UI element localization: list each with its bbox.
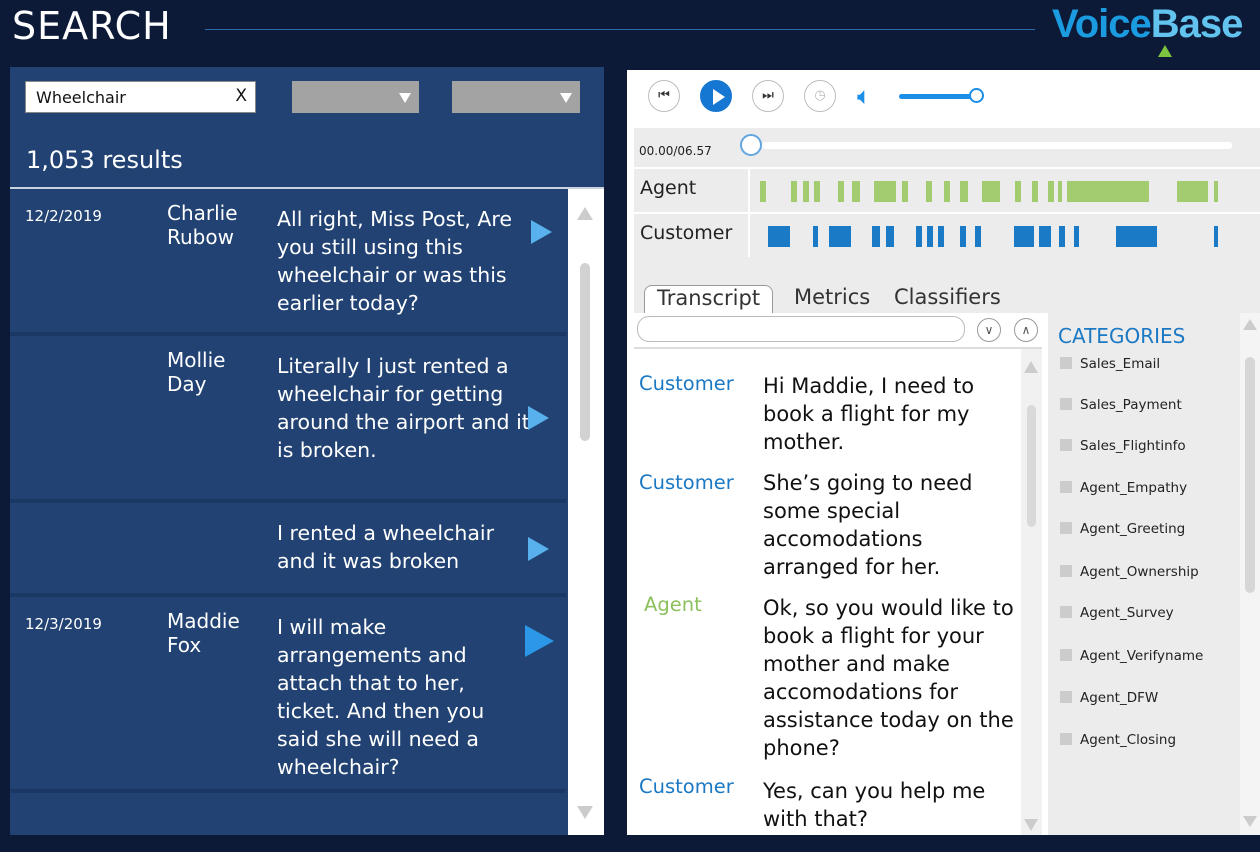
agent-segment[interactable] bbox=[1058, 181, 1062, 202]
tab-metrics[interactable]: Metrics bbox=[794, 285, 871, 309]
transcript-speaker: Customer bbox=[639, 471, 734, 494]
play-result-icon[interactable] bbox=[531, 220, 552, 244]
result-date: 12/3/2019 bbox=[25, 615, 102, 633]
transcript-speaker: Customer bbox=[639, 372, 734, 395]
voicebase-logo: VoiceBase bbox=[1052, 2, 1243, 46]
result-text: I will make arrangements and attach that to her, ticket. And then you said she will need a wheelchair? bbox=[277, 615, 485, 779]
agent-segment[interactable] bbox=[1214, 181, 1218, 202]
transcript-search-input[interactable] bbox=[637, 316, 965, 342]
category-item[interactable]: Sales_Payment bbox=[1060, 397, 1182, 413]
volume-slider[interactable] bbox=[899, 94, 979, 99]
clear-search-button[interactable]: X bbox=[235, 86, 247, 106]
agent-segment[interactable] bbox=[1177, 181, 1208, 202]
prev-match-icon[interactable]: ∧ bbox=[1014, 318, 1038, 342]
categories-pane bbox=[1048, 313, 1260, 835]
result-row[interactable] bbox=[10, 503, 566, 597]
page-title: SEARCH bbox=[12, 4, 172, 48]
agent-segment[interactable] bbox=[1067, 181, 1149, 202]
category-item[interactable]: Agent_Greeting bbox=[1060, 521, 1185, 537]
results-count: 1,053 results bbox=[26, 146, 183, 174]
customer-segment[interactable] bbox=[927, 226, 933, 247]
scroll-down-icon[interactable] bbox=[1243, 816, 1257, 827]
filter-dropdown-2[interactable] bbox=[452, 81, 580, 113]
next-match-icon[interactable]: ∨ bbox=[977, 318, 1001, 342]
result-text: I rented a wheelchair and it was broken bbox=[277, 521, 495, 573]
result-row[interactable] bbox=[10, 336, 566, 503]
dropdown-arrow-icon bbox=[560, 93, 572, 103]
clock-icon: ◷ bbox=[814, 88, 826, 103]
checkbox-icon[interactable] bbox=[1060, 398, 1072, 410]
checkbox-icon[interactable] bbox=[1060, 357, 1072, 369]
scroll-up-icon[interactable] bbox=[577, 207, 593, 220]
player-panel bbox=[627, 70, 1260, 835]
customer-segment[interactable] bbox=[886, 226, 894, 247]
agent-segment[interactable] bbox=[1032, 181, 1038, 202]
checkbox-icon[interactable] bbox=[1060, 522, 1072, 534]
tab-classifiers[interactable]: Classifiers bbox=[894, 285, 1001, 309]
play-result-icon[interactable] bbox=[528, 406, 549, 430]
search-input[interactable] bbox=[36, 82, 226, 112]
agent-segment[interactable] bbox=[926, 181, 932, 202]
agent-segment[interactable] bbox=[760, 181, 766, 202]
scroll-up-icon[interactable] bbox=[1024, 361, 1038, 373]
result-text: All right, Miss Post, Are you still using this wheelchair or was this earlier today? bbox=[277, 207, 512, 315]
agent-segment[interactable] bbox=[852, 181, 860, 202]
checkbox-icon[interactable] bbox=[1060, 606, 1072, 618]
agent-segment[interactable] bbox=[1015, 181, 1021, 202]
scroll-up-icon[interactable] bbox=[1243, 319, 1257, 330]
play-result-icon-active[interactable] bbox=[525, 625, 554, 657]
customer-track[interactable] bbox=[634, 212, 1260, 257]
scroll-thumb[interactable] bbox=[580, 263, 590, 441]
transcript-speaker: Customer bbox=[639, 775, 734, 798]
category-item[interactable]: Agent_Verifyname bbox=[1060, 648, 1203, 664]
play-button[interactable] bbox=[700, 80, 732, 112]
checkbox-icon[interactable] bbox=[1060, 565, 1072, 577]
result-row[interactable] bbox=[10, 189, 566, 336]
checkbox-icon[interactable] bbox=[1060, 439, 1072, 451]
result-date: 12/2/2019 bbox=[25, 207, 102, 225]
transcript-speaker: Agent bbox=[644, 593, 702, 616]
category-item[interactable]: Agent_Ownership bbox=[1060, 564, 1199, 580]
customer-segment[interactable] bbox=[975, 226, 981, 247]
transcript-text: Ok, so you would like to book a flight for your mother and make accomodations for assistance today on the phone? bbox=[763, 596, 1014, 760]
play-result-icon[interactable] bbox=[528, 537, 549, 561]
agent-segment[interactable] bbox=[902, 181, 908, 202]
customer-segment[interactable] bbox=[1059, 226, 1065, 247]
category-item[interactable]: Sales_Flightinfo bbox=[1060, 438, 1186, 454]
result-name: Maddie Fox bbox=[167, 609, 240, 657]
category-item[interactable]: Sales_Email bbox=[1060, 356, 1160, 372]
result-text: Literally I just rented a wheelchair for getting around the airport and it is broken. bbox=[277, 354, 530, 462]
customer-segment[interactable] bbox=[916, 226, 922, 247]
category-item[interactable]: Agent_DFW bbox=[1060, 690, 1158, 706]
customer-segment[interactable] bbox=[813, 226, 818, 247]
customer-segment[interactable] bbox=[960, 226, 966, 247]
timeline-knob[interactable] bbox=[740, 134, 762, 156]
categories-title: CATEGORIES bbox=[1058, 324, 1186, 348]
agent-segment[interactable] bbox=[838, 181, 844, 202]
play-icon bbox=[713, 89, 725, 105]
search-box[interactable] bbox=[25, 81, 256, 113]
customer-segment[interactable] bbox=[768, 226, 790, 247]
agent-segment[interactable] bbox=[944, 181, 950, 202]
customer-segment[interactable] bbox=[872, 226, 880, 247]
checkbox-icon[interactable] bbox=[1060, 649, 1072, 661]
checkbox-icon[interactable] bbox=[1060, 733, 1072, 745]
scroll-down-icon[interactable] bbox=[577, 806, 593, 819]
timeline-track[interactable] bbox=[762, 142, 1232, 149]
category-item[interactable]: Agent_Closing bbox=[1060, 732, 1176, 748]
checkbox-icon[interactable] bbox=[1060, 691, 1072, 703]
transcript-scrollbar[interactable] bbox=[1021, 349, 1042, 835]
agent-track-label: Agent bbox=[640, 177, 697, 199]
scroll-thumb[interactable] bbox=[1245, 357, 1255, 593]
categories-scrollbar[interactable] bbox=[1240, 313, 1260, 835]
agent-segment[interactable] bbox=[982, 181, 1000, 202]
player-controls bbox=[627, 70, 1260, 128]
transcript-pane bbox=[634, 313, 1042, 835]
customer-segment[interactable] bbox=[938, 226, 944, 247]
agent-segment[interactable] bbox=[791, 181, 797, 202]
volume-knob[interactable] bbox=[969, 88, 984, 103]
category-item[interactable]: Agent_Survey bbox=[1060, 605, 1174, 621]
history-button[interactable] bbox=[804, 80, 836, 112]
tab-transcript[interactable]: Transcript bbox=[644, 285, 773, 313]
agent-segment[interactable] bbox=[874, 181, 896, 202]
filter-dropdown-1[interactable] bbox=[292, 81, 419, 113]
customer-track-label: Customer bbox=[640, 222, 733, 244]
checkbox-icon[interactable] bbox=[1060, 481, 1072, 493]
customer-segment[interactable] bbox=[1116, 226, 1157, 247]
previous-button[interactable] bbox=[648, 80, 680, 112]
customer-segment[interactable] bbox=[1214, 226, 1218, 247]
result-name: Charlie Rubow bbox=[167, 201, 238, 249]
agent-segment[interactable] bbox=[803, 181, 809, 202]
dropdown-arrow-icon bbox=[399, 93, 411, 103]
skip-back-icon: ⏮ bbox=[658, 88, 670, 103]
transcript-text: Yes, can you help me with that? bbox=[763, 779, 986, 831]
header-divider bbox=[205, 29, 1035, 30]
agent-segment[interactable] bbox=[814, 181, 820, 202]
agent-track[interactable] bbox=[634, 167, 1260, 212]
category-item[interactable]: Agent_Empathy bbox=[1060, 480, 1187, 496]
tab-bar bbox=[634, 257, 1260, 313]
customer-segment[interactable] bbox=[1039, 226, 1051, 247]
volume-icon[interactable]: 🔈︎ bbox=[857, 82, 872, 110]
next-button[interactable] bbox=[752, 80, 784, 112]
logo-triangle-icon bbox=[1158, 45, 1172, 57]
time-readout: 00.00/06.57 bbox=[639, 144, 712, 158]
result-row[interactable] bbox=[10, 597, 566, 793]
skip-forward-icon: ⏭ bbox=[762, 88, 774, 103]
transcript-text: Hi Maddie, I need to book a flight for my mother. bbox=[763, 374, 975, 454]
results-list bbox=[10, 189, 566, 835]
result-name: Mollie Day bbox=[167, 348, 226, 396]
agent-segment[interactable] bbox=[960, 181, 968, 202]
search-panel bbox=[10, 67, 604, 835]
agent-segment[interactable] bbox=[1048, 181, 1054, 202]
customer-segment[interactable] bbox=[1074, 226, 1079, 247]
results-scrollbar[interactable] bbox=[568, 189, 604, 835]
customer-segment[interactable] bbox=[1014, 226, 1034, 247]
scroll-down-icon[interactable] bbox=[1024, 819, 1038, 831]
transcript-text: She’s going to need some special accomodations arranged for her. bbox=[763, 471, 973, 579]
customer-segment[interactable] bbox=[829, 226, 851, 247]
scroll-thumb[interactable] bbox=[1027, 405, 1036, 527]
